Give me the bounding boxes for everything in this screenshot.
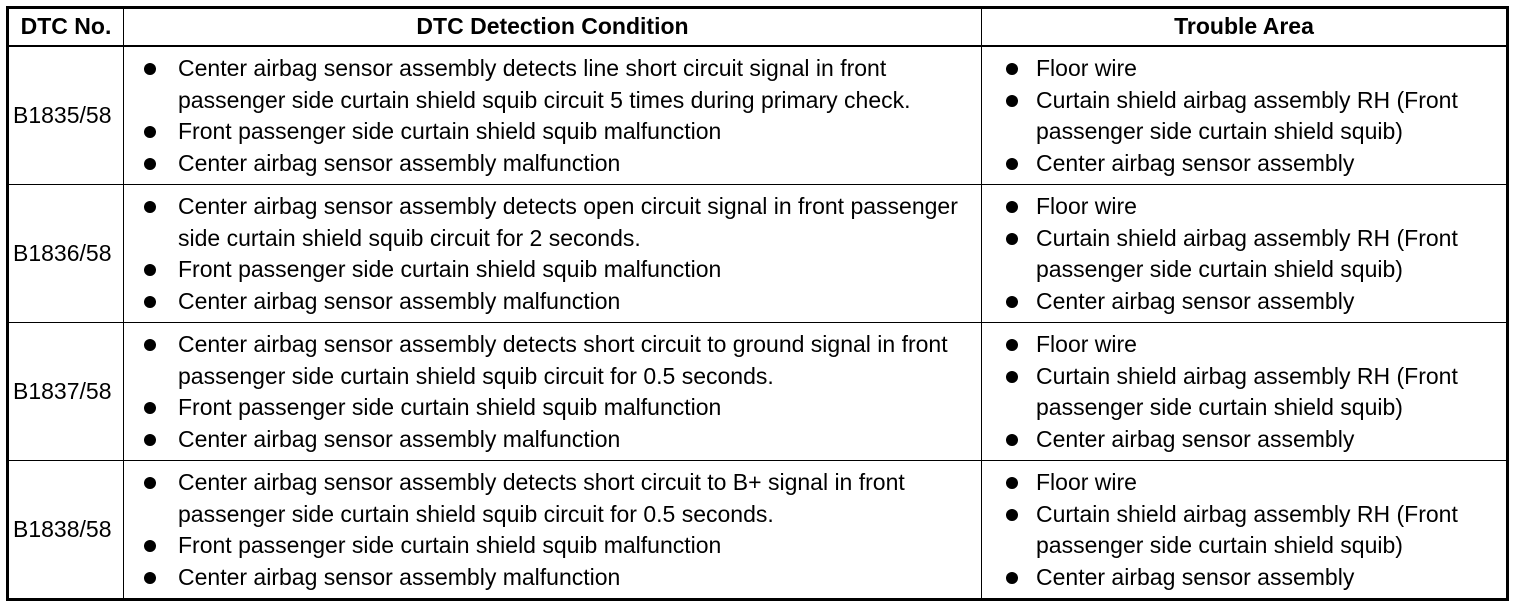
condition-item [124,392,981,424]
table-row [8,323,1508,461]
condition-item-text: Center airbag sensor assembly detects line short circuit signal in front passenger side curtain shield squib circuit 5 times during primary check. [178,55,911,113]
condition-item [124,53,981,116]
condition-item-text: Center airbag sensor assembly malfunction [178,149,621,176]
condition-item-text: Front passenger side curtain shield squib malfunction [178,532,722,558]
bullet-icon [144,402,156,414]
bullet-icon [144,572,156,584]
condition-item [124,286,981,318]
detection-condition-cell [124,46,982,185]
bullet-icon [1006,296,1018,308]
condition-list [124,191,981,317]
condition-item-text: Center airbag sensor assembly detects open circuit signal in front passenger side curtain shield squib circuit for 2 seconds. [178,193,958,251]
condition-item [124,467,981,530]
bullet-icon [144,339,156,351]
trouble-area-item-text: Curtain shield airbag assembly RH (Front passenger side curtain shield squib) [1036,500,1458,558]
table-row [8,46,1508,185]
trouble-area-item-text: Curtain shield airbag assembly RH (Front passenger side curtain shield squib) [1036,224,1458,282]
trouble-area-item [982,499,1506,562]
bullet-icon [1006,63,1018,75]
table-header-row [8,8,1508,47]
bullet-icon [144,126,156,138]
trouble-area-item [982,286,1506,318]
detection-condition-cell [124,185,982,323]
table-row [8,185,1508,323]
trouble-area-cell [982,461,1508,600]
bullet-icon [144,296,156,308]
trouble-area-item-text: Center airbag sensor assembly [1036,149,1355,176]
trouble-area-list [982,191,1506,317]
bullet-icon [144,158,156,170]
condition-item [124,254,981,286]
condition-list [124,53,981,179]
table-row [8,461,1508,600]
trouble-area-item-text: Floor wire [1036,55,1137,81]
bullet-icon [1006,201,1018,213]
trouble-area-cell [982,46,1508,185]
detection-condition-cell [124,323,982,461]
bullet-icon [144,201,156,213]
condition-item [124,530,981,562]
condition-item [124,191,981,254]
condition-item [124,424,981,456]
dtc-code: B1835/58 [8,46,124,185]
trouble-area-item-text: Center airbag sensor assembly [1036,425,1355,452]
header-detection-condition: DTC Detection Condition [124,8,982,47]
trouble-area-item [982,562,1506,594]
trouble-area-item [982,223,1506,286]
trouble-area-list [982,53,1506,179]
trouble-area-item [982,361,1506,424]
trouble-area-item-text: Floor wire [1036,331,1137,357]
trouble-area-item [982,85,1506,148]
bullet-icon [1006,233,1018,245]
header-dtc-no: DTC No. [8,8,124,47]
trouble-area-list [982,467,1506,593]
trouble-area-item [982,424,1506,456]
bullet-icon [144,63,156,75]
bullet-icon [144,540,156,552]
condition-item-text: Front passenger side curtain shield squib malfunction [178,394,722,420]
trouble-area-item-text: Center airbag sensor assembly [1036,563,1355,590]
condition-item [124,148,981,180]
bullet-icon [144,434,156,446]
dtc-code: B1836/58 [8,185,124,323]
trouble-area-list [982,329,1506,455]
condition-item [124,562,981,594]
trouble-area-item-text: Floor wire [1036,193,1137,219]
trouble-area-cell [982,185,1508,323]
trouble-area-item [982,53,1506,85]
trouble-area-item-text: Floor wire [1036,469,1137,495]
dtc-table [6,6,1509,601]
dtc-code: B1838/58 [8,461,124,600]
detection-condition-cell [124,461,982,600]
dtc-document [6,6,1506,600]
bullet-icon [144,264,156,276]
condition-item-text: Center airbag sensor assembly malfunction [178,563,621,590]
condition-list [124,467,981,593]
condition-item [124,116,981,148]
header-trouble-area: Trouble Area [982,8,1508,47]
bullet-icon [1006,95,1018,107]
bullet-icon [144,477,156,489]
trouble-area-cell [982,323,1508,461]
trouble-area-item [982,467,1506,499]
condition-list [124,329,981,455]
condition-item-text: Center airbag sensor assembly malfunction [178,425,621,452]
bullet-icon [1006,477,1018,489]
trouble-area-item-text: Center airbag sensor assembly [1036,287,1355,314]
trouble-area-item [982,148,1506,180]
bullet-icon [1006,509,1018,521]
bullet-icon [1006,339,1018,351]
bullet-icon [1006,158,1018,170]
bullet-icon [1006,434,1018,446]
dtc-code: B1837/58 [8,323,124,461]
condition-item [124,329,981,392]
trouble-area-item-text: Curtain shield airbag assembly RH (Front passenger side curtain shield squib) [1036,362,1458,420]
table-body [8,46,1508,600]
trouble-area-item [982,329,1506,361]
bullet-icon [1006,572,1018,584]
trouble-area-item [982,191,1506,223]
condition-item-text: Center airbag sensor assembly detects short circuit to B+ signal in front passenger side curtain shield squib circuit for 0.5 seconds. [178,469,905,527]
trouble-area-item-text: Curtain shield airbag assembly RH (Front passenger side curtain shield squib) [1036,86,1458,144]
condition-item-text: Front passenger side curtain shield squib malfunction [178,118,722,144]
condition-item-text: Center airbag sensor assembly malfunction [178,287,621,314]
condition-item-text: Center airbag sensor assembly detects short circuit to ground signal in front passenger side curtain shield squib circuit for 0.5 seconds. [178,331,948,389]
condition-item-text: Front passenger side curtain shield squib malfunction [178,256,722,282]
bullet-icon [1006,371,1018,383]
